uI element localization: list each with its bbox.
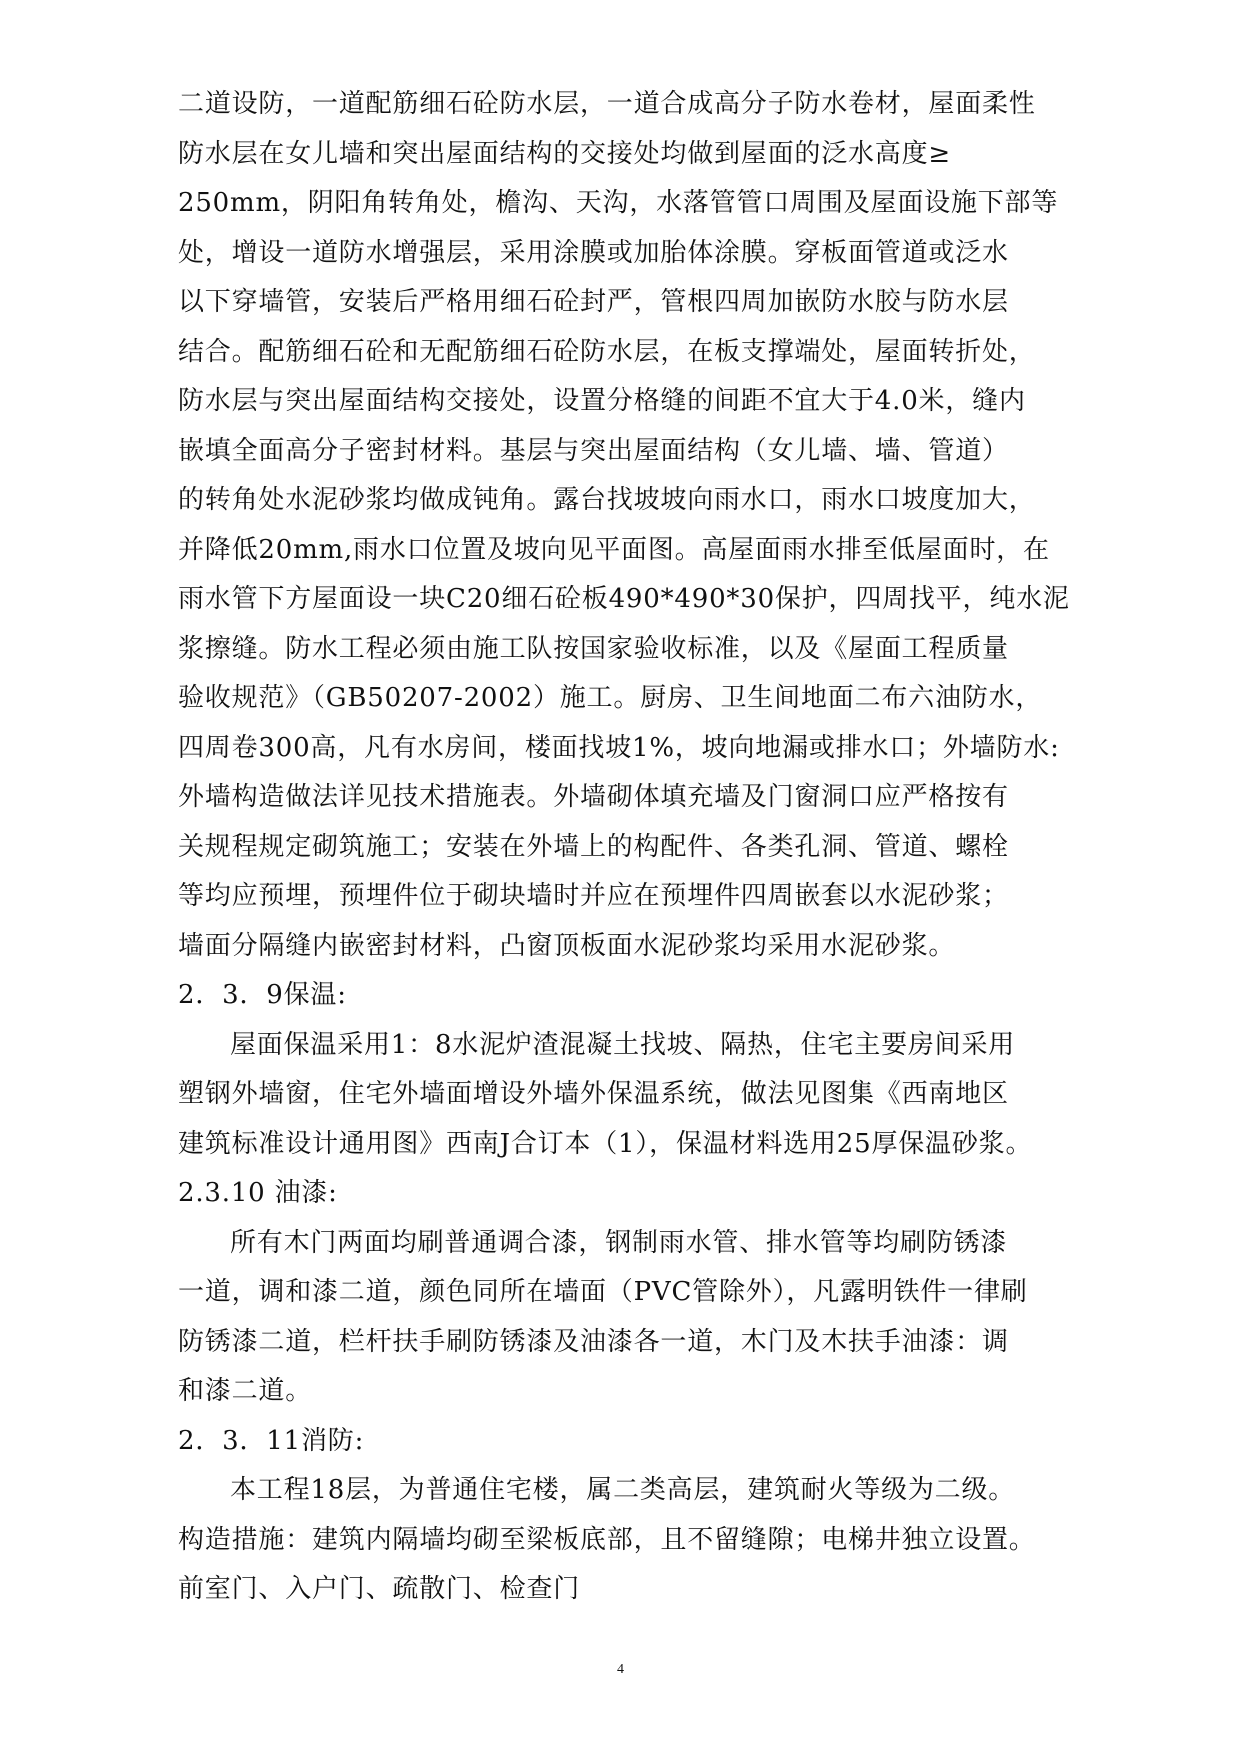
text-line: 塑钢外墙窗，住宅外墙面增设外墙外保温系统，做法见图集《西南地区 <box>178 1079 1009 1109</box>
text-line: 一道，调和漆二道，颜色同所在墙面（PVC管除外），凡露明铁件一律刷 <box>178 1277 1028 1307</box>
text-line: 防水层在女儿墙和突出屋面结构的交接处均做到屋面的泛水高度≥ <box>178 138 951 169</box>
document-body <box>178 80 1082 1615</box>
text-line: 所有木门两面均刷普通调合漆，钢制雨水管、排水管等均刷防锈漆 <box>230 1227 1008 1258</box>
text-line: 等均应预埋，预埋件位于砌块墙时并应在预埋件四周嵌套以水泥砂浆； <box>178 881 1009 911</box>
text-line: 结合。配筋细石砼和无配筋细石砼防水层，在板支撑端处，屋面转折处， <box>178 336 1036 367</box>
text-line: 前室门、入户门、疏散门、检查门 <box>178 1574 581 1604</box>
text-line: 以下穿墙管，安装后严格用细石砼封严，管根四周加嵌防水胶与防水层 <box>178 287 1009 317</box>
text-line: 关规程规定砌筑施工；安装在外墙上的构配件、各类孔洞、管道、螺栓 <box>178 831 1009 862</box>
text-line: 防锈漆二道，栏杆扶手刷防锈漆及油漆各一道，木门及木扶手油漆：调 <box>178 1326 1009 1357</box>
text-line: 墙面分隔缝内嵌密封材料，凸窗顶板面水泥砂浆均采用水泥砂浆。 <box>178 930 956 961</box>
text-line: 外墙构造做法详见技术措施表。外墙砌体填充墙及门窗洞口应严格按有 <box>178 782 1009 812</box>
text-line: 构造措施：建筑内隔墙均砌至梁板底部，且不留缝隙；电梯井独立设置。 <box>178 1524 1036 1555</box>
text-line: 250mm，阴阳角转角处，檐沟、天沟，水落管管口周围及屋面设施下部等 <box>178 188 1059 218</box>
text-line: 四周卷300高，凡有水房间，楼面找坡1%，坡向地漏或排水口；外墙防水: <box>178 732 1060 763</box>
section-heading: 2.3.10 油漆: <box>178 1178 338 1208</box>
section-heading: 2．3．11消防: <box>178 1425 365 1456</box>
text-line: 雨水管下方屋面设一块C20细石砼板490*490*30保护，四周找平，纯水泥 <box>178 584 1070 614</box>
text-line: 的转角处水泥砂浆均做成钝角。露台找坡坡向雨水口，雨水口坡度加大， <box>178 485 1036 515</box>
text-line: 建筑标准设计通用图》西南J合订本（1），保温材料选用25厚保温砂浆。 <box>178 1128 1033 1159</box>
text-line: 并降低20mm,雨水口位置及坡向见平面图。高屋面雨水排至低屋面时，在 <box>178 534 1050 565</box>
text-line: 验收规范》（GB50207-2002）施工。厨房、卫生间地面二布六油防水， <box>178 683 1043 713</box>
text-line: 处，增设一道防水增强层，采用涂膜或加胎体涂膜。穿板面管道或泛水 <box>178 237 1009 268</box>
text-line: 屋面保温采用1：8水泥炉渣混凝土找坡、隔热，住宅主要房间采用 <box>230 1029 1016 1060</box>
text-line: 二道设防，一道配筋细石砼防水层，一道合成高分子防水卷材，屋面柔性 <box>178 89 1036 119</box>
text-line: 嵌填全面高分子密封材料。基层与突出屋面结构（女儿墙、墙、管道） <box>178 435 1009 466</box>
section-heading: 2．3．9保温: <box>178 980 347 1010</box>
text-line: 防水层与突出屋面结构交接处，设置分格缝的间距不宜大于4.0米，缝内 <box>178 386 1026 416</box>
page-number: 4 <box>617 1662 624 1677</box>
text-line: 和漆二道。 <box>178 1376 313 1406</box>
text-line: 浆擦缝。防水工程必须由施工队按国家验收标准，以及《屋面工程质量 <box>178 633 1009 664</box>
text-line: 本工程18层，为普通住宅楼，属二类高层，建筑耐火等级为二级。 <box>230 1475 1016 1505</box>
